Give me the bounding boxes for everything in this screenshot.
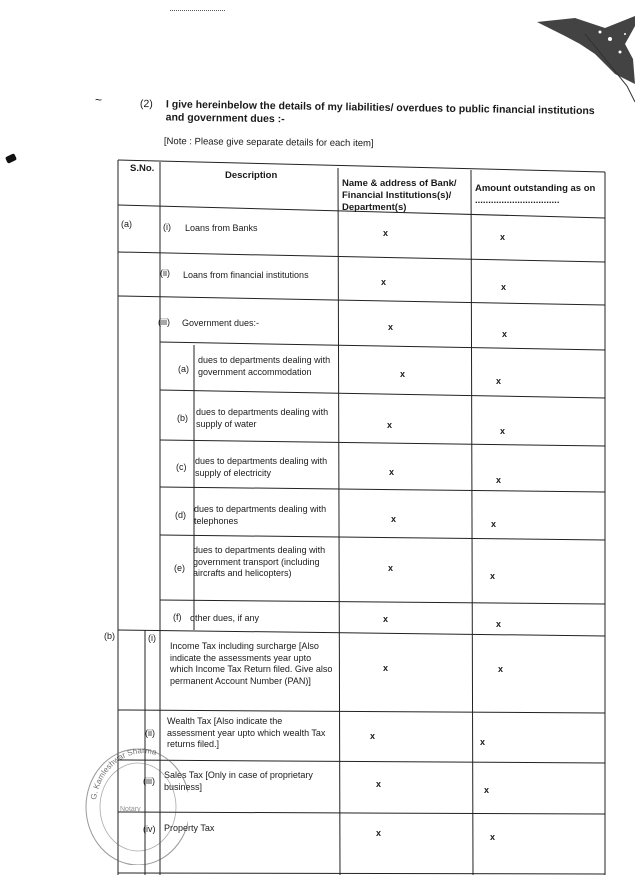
section-note: [Note : Please give separate details for each item] xyxy=(163,136,374,150)
row-amount-mark: x xyxy=(498,664,504,674)
row-name-mark: x xyxy=(389,467,395,477)
row-amount-mark: x xyxy=(496,475,502,485)
row-amount-mark: x xyxy=(484,785,490,795)
row-name-mark: x xyxy=(400,369,406,379)
row-description: dues to departments dealing with government transport (including aircrafts and helicopters) xyxy=(193,545,326,578)
header-description: Description xyxy=(225,170,278,181)
row-name-mark: x xyxy=(376,779,382,789)
row-sub: (ii) xyxy=(145,728,155,738)
row-amount-mark: x xyxy=(491,519,497,529)
row-amount-mark: x xyxy=(496,619,502,629)
row-sub: (iii) xyxy=(158,317,170,327)
row-name-mark: x xyxy=(391,514,397,524)
row-name-mark: x xyxy=(388,322,394,332)
row-item: (f) xyxy=(173,612,182,622)
row-name-mark: x xyxy=(383,663,389,673)
row-amount-mark: x xyxy=(496,376,502,386)
section-number: (2) xyxy=(139,98,153,111)
row-amount-mark: x xyxy=(480,737,486,747)
row-description: Loans from Banks xyxy=(185,223,258,233)
row-name-mark: x xyxy=(381,277,387,287)
scan-mark: ~ xyxy=(95,93,103,107)
row-sno: (b) xyxy=(104,631,115,641)
row-amount-mark: x xyxy=(490,832,496,842)
row-description: Sales Tax [Only in case of proprietary business] xyxy=(164,770,313,792)
row-description: dues to departments dealing with telephones xyxy=(194,504,327,526)
row-sub: (i) xyxy=(148,633,156,643)
row-description: Loans from financial institutions xyxy=(183,270,309,280)
row-name-mark: x xyxy=(383,228,389,238)
row-description: other dues, if any xyxy=(190,613,260,623)
header-name-address: Name & address of Bank/ Financial Institutions(s)/ Department(s) xyxy=(342,178,457,213)
row-name-mark: x xyxy=(376,828,382,838)
row-amount-mark: x xyxy=(501,282,507,292)
section-heading-text: I give hereinbelow the details of my liabilities/ overdues to public financial institutions and government dues :- xyxy=(165,98,595,126)
notary-stamp xyxy=(78,715,188,865)
row-sub: (ii) xyxy=(160,268,170,278)
row-sub: (i) xyxy=(163,222,171,232)
row-description: Property Tax xyxy=(164,823,215,833)
row-amount-mark: x xyxy=(500,232,506,242)
header-amount: Amount outstanding as on ................................ xyxy=(475,183,596,206)
stamp-name: G. Kamleshwar Sharma xyxy=(89,746,158,801)
row-amount-mark: x xyxy=(490,571,496,581)
row-item: (e) xyxy=(174,563,185,573)
row-description: dues to departments dealing with supply of water xyxy=(196,407,329,429)
row-item: (a) xyxy=(178,364,189,374)
row-item: (d) xyxy=(175,510,186,520)
row-amount-mark: x xyxy=(502,329,508,339)
row-sub: (iv) xyxy=(143,824,156,834)
row-description: dues to departments dealing with government accommodation xyxy=(198,355,331,377)
row-name-mark: x xyxy=(370,731,376,741)
row-amount-mark: x xyxy=(500,426,506,436)
row-description: dues to departments dealing with supply of electricity xyxy=(195,456,328,478)
row-description: Government dues:- xyxy=(182,318,260,328)
row-sub: (iii) xyxy=(143,776,155,786)
row-description: Income Tax including surcharge [Also indicate the assessments year upto which Income Tax Return filed. Give also permanent Account Number (PAN)] xyxy=(170,641,333,686)
header-sno: S.No. xyxy=(130,163,155,174)
svg-text:G. Kamleshwar Sharma xyxy=(89,746,158,800)
row-description: Wealth Tax [Also indicate the assessment year upto which wealth Tax returns filed.] xyxy=(167,716,326,749)
row-sno: (a) xyxy=(121,219,132,229)
row-item: (b) xyxy=(177,413,188,423)
stamp-role: Notary xyxy=(120,806,141,813)
row-name-mark: x xyxy=(383,614,389,624)
row-name-mark: x xyxy=(387,420,393,430)
row-name-mark: x xyxy=(388,563,394,573)
row-item: (c) xyxy=(176,462,187,472)
